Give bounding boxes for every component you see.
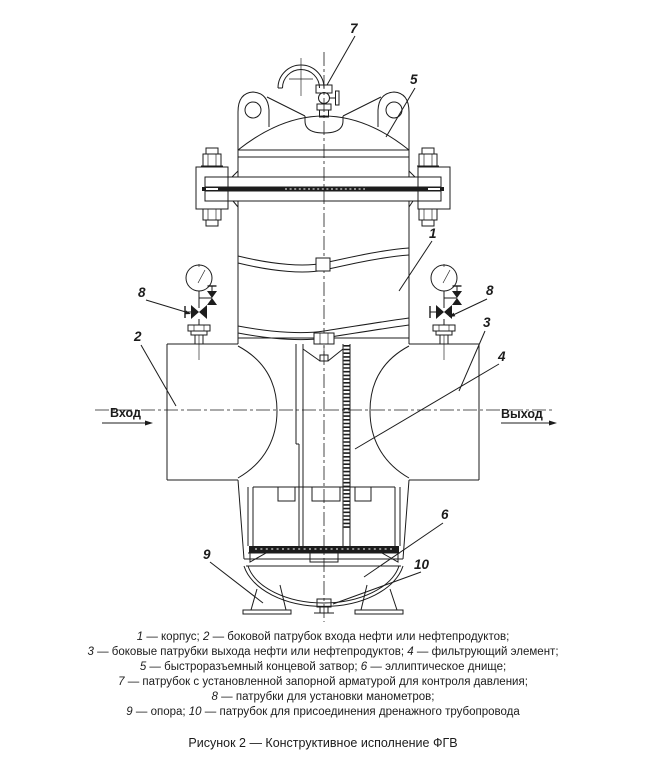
callout-4: 4 bbox=[498, 349, 506, 364]
legend-item-6-text: — эллиптическое днище; bbox=[370, 661, 507, 674]
legend-item-10-text: — патрубок для присоединения дренажного трубопровода bbox=[204, 706, 520, 719]
legend-item-2-text: — боковой патрубок входа нефти или нефтепродуктов; bbox=[212, 631, 510, 643]
bottom-head bbox=[244, 566, 403, 606]
legend-item-1-text: — корпус; bbox=[146, 631, 200, 643]
callout-7: 7 bbox=[350, 21, 358, 36]
callout-2: 2 bbox=[134, 329, 142, 344]
legend-item-9-text: — опора; bbox=[135, 706, 186, 719]
legend-line-3 bbox=[0, 660, 646, 675]
legend-item-6-num: 6 bbox=[360, 661, 368, 674]
legend-item-8-num: 8 bbox=[211, 691, 218, 704]
callout-9: 9 bbox=[203, 547, 211, 562]
vessel-shell bbox=[238, 201, 409, 559]
outlet-label: Выход bbox=[501, 407, 543, 421]
inlet-nozzle bbox=[167, 344, 277, 480]
callout-5: 5 bbox=[410, 72, 418, 87]
callout-3: 3 bbox=[483, 315, 491, 330]
callout-1: 1 bbox=[429, 226, 437, 241]
outlet-nozzle bbox=[370, 344, 479, 480]
inlet-label: Вход bbox=[110, 406, 141, 420]
filter-element bbox=[296, 344, 350, 547]
legend-line-5 bbox=[0, 690, 646, 705]
legend-item-5-num: 5 bbox=[139, 661, 147, 674]
flange-joint bbox=[196, 148, 450, 226]
basket bbox=[244, 487, 403, 566]
legend-item-2-num: 2 bbox=[202, 631, 210, 643]
legend-line-6 bbox=[0, 705, 646, 720]
legend-item-4-num: 4 bbox=[407, 646, 414, 659]
callout-8-left: 8 bbox=[138, 285, 146, 300]
inlet-arrow-icon bbox=[145, 421, 153, 426]
legend bbox=[0, 630, 646, 721]
flow-arrows bbox=[102, 406, 557, 426]
legend-item-9-num: 9 bbox=[126, 706, 133, 719]
legend-line-4 bbox=[0, 675, 646, 690]
outlet-arrow-icon bbox=[549, 421, 557, 426]
legend-line-1 bbox=[0, 630, 646, 645]
legend-item-5-text: — быстроразъемный концевой затвор; bbox=[149, 661, 358, 674]
legend-item-3-text: — боковые патрубки выхода нефти или нефтепродуктов; bbox=[97, 646, 405, 659]
legend-item-7-num: 7 bbox=[118, 676, 125, 689]
top-valve bbox=[316, 85, 339, 117]
legend-item-4-text: — фильтрующий элемент; bbox=[416, 646, 559, 659]
callout-6: 6 bbox=[441, 507, 449, 522]
pressure-gauge-left bbox=[185, 264, 217, 360]
legend-item-7-text: — патрубок с установленной запорной арматурой для контроля давления; bbox=[127, 676, 528, 689]
legend-item-1-num: 1 bbox=[136, 631, 144, 643]
callout-10: 10 bbox=[414, 557, 430, 572]
figure-caption: Рисунок 2 — Конструктивное исполнение ФГВ bbox=[188, 736, 458, 750]
legend-item-10-num: 10 bbox=[188, 706, 202, 719]
legend-item-3-num: 3 bbox=[87, 646, 94, 659]
legend-item-8-text: — патрубки для установки манометров; bbox=[221, 691, 435, 704]
lifting-handle bbox=[278, 58, 324, 96]
legend-line-2 bbox=[0, 645, 646, 660]
callout-8-right: 8 bbox=[486, 283, 494, 298]
pressure-gauge-right bbox=[430, 264, 462, 360]
